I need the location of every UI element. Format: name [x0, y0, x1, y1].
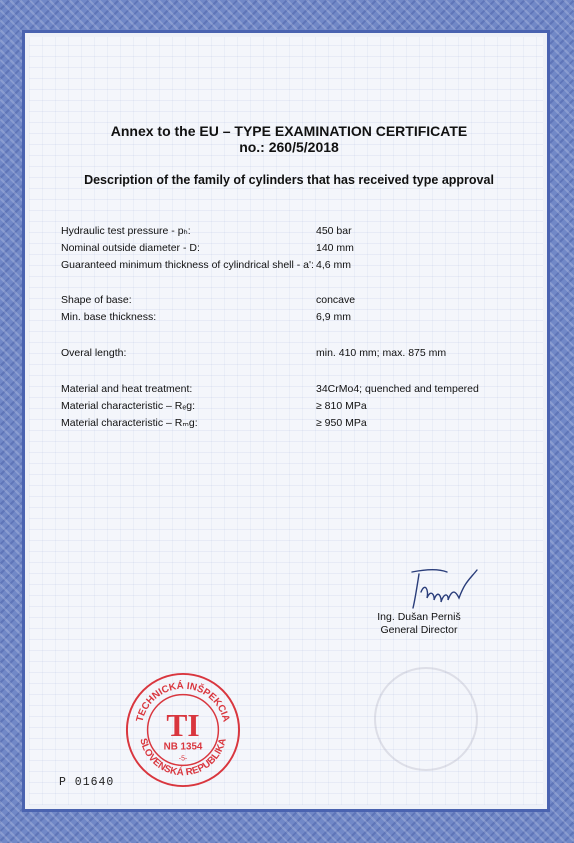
embossed-seal — [374, 667, 478, 771]
field-label: Material and heat treatment: — [61, 383, 193, 395]
field-value: 140 mm — [316, 242, 354, 254]
field-label: Material characteristic – Rₘg: — [61, 417, 198, 429]
signatory-block — [354, 611, 484, 637]
certificate-title-line2: no.: 260/5/2018 — [239, 139, 339, 155]
field-value: min. 410 mm; max. 875 mm — [316, 347, 447, 359]
signatory-name: Ing. Dušan Perniš — [377, 611, 461, 623]
certificate-page — [29, 37, 543, 805]
field-label: Material characteristic – Rₑg: — [61, 400, 196, 412]
signatory-role: General Director — [380, 624, 458, 636]
field-value: 450 bar — [316, 225, 352, 237]
field-label: Nominal outside diameter - D: — [61, 242, 200, 254]
svg-text:-5-: -5- — [178, 755, 188, 763]
svg-text:SLOVENSKÁ REPUBLIKA: SLOVENSKÁ REPUBLIKA — [137, 737, 229, 779]
official-stamp-icon — [124, 671, 242, 789]
svg-text:TECHNICKÁ INŠPEKCIA: TECHNICKÁ INŠPEKCIA — [134, 680, 232, 724]
field-value: ≥ 810 MPa — [316, 400, 367, 412]
signature-icon — [407, 562, 497, 612]
field-value: 34CrMo4; quenched and tempered — [316, 383, 479, 395]
certificate-subtitle: Description of the family of cylinders that has received type approval — [84, 173, 494, 187]
field-label: Guaranteed minimum thickness of cylindrical shell - a': — [61, 259, 314, 271]
field-label: Min. base thickness: — [61, 311, 157, 323]
field-label: Shape of base: — [61, 294, 132, 306]
serial-number: P 01640 — [59, 776, 115, 789]
field-value: 6,9 mm — [316, 311, 352, 323]
certificate-title-line1: Annex to the EU – TYPE EXAMINATION CERTIFICATE — [110, 123, 468, 139]
field-label: Hydraulic test pressure - pₕ: — [61, 225, 191, 237]
svg-text:NB 1354: NB 1354 — [163, 741, 203, 753]
svg-text:TI: TI — [166, 707, 200, 743]
field-value: ≥ 950 MPa — [316, 417, 367, 429]
certificate-inner-frame — [22, 30, 550, 812]
field-value: concave — [316, 294, 356, 306]
field-value: 4,6 mm — [316, 259, 352, 271]
field-label: Overal length: — [61, 347, 127, 359]
